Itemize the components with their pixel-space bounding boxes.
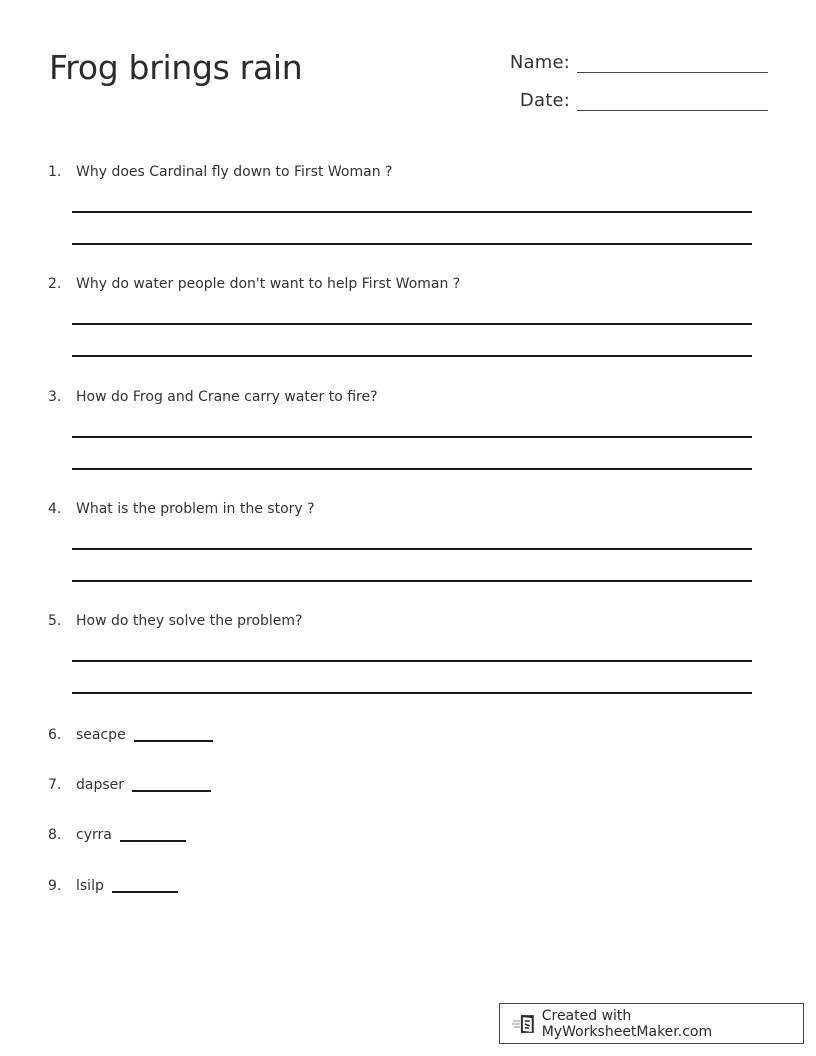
question-number: 2. bbox=[48, 276, 62, 292]
scrambled-word: cyrra bbox=[76, 827, 112, 843]
question-4 bbox=[48, 500, 315, 518]
item-number: 7. bbox=[48, 777, 62, 793]
scramble-item-6 bbox=[48, 726, 213, 744]
question-3 bbox=[48, 388, 378, 406]
item-number: 6. bbox=[48, 727, 62, 743]
scrambled-word: dapser bbox=[76, 777, 125, 793]
answer-blank[interactable] bbox=[132, 790, 211, 792]
answer-blank[interactable] bbox=[134, 740, 213, 742]
answer-blank[interactable] bbox=[120, 840, 186, 842]
scrambled-word: lsilp bbox=[76, 878, 104, 894]
answer-line-4a[interactable] bbox=[72, 548, 752, 550]
worksheet-title: Frog brings rain bbox=[49, 48, 303, 87]
footer-text: Created with MyWorksheetMaker.com bbox=[541, 1007, 713, 1040]
answer-line-4b[interactable] bbox=[72, 580, 752, 582]
question-text: How do they solve the problem? bbox=[76, 613, 303, 629]
answer-line-2b[interactable] bbox=[72, 355, 752, 357]
answer-line-1a[interactable] bbox=[72, 211, 752, 213]
created-with-badge[interactable] bbox=[499, 1003, 804, 1044]
name-label: Name: bbox=[509, 52, 570, 73]
answer-line-3a[interactable] bbox=[72, 436, 752, 438]
answer-line-5a[interactable] bbox=[72, 660, 752, 662]
date-label: Date: bbox=[519, 90, 570, 111]
scramble-item-8 bbox=[48, 826, 186, 844]
answer-blank[interactable] bbox=[112, 891, 178, 893]
question-number: 1. bbox=[48, 164, 62, 180]
item-number: 8. bbox=[48, 827, 62, 843]
question-1 bbox=[48, 163, 392, 181]
date-input-line[interactable] bbox=[577, 110, 768, 111]
question-text: Why do water people don't want to help First Woman ? bbox=[76, 276, 461, 292]
question-number: 4. bbox=[48, 501, 62, 517]
date-field-row bbox=[500, 90, 768, 112]
question-5 bbox=[48, 612, 303, 630]
question-number: 3. bbox=[48, 389, 62, 405]
answer-line-5b[interactable] bbox=[72, 692, 752, 694]
name-input-line[interactable] bbox=[577, 72, 768, 73]
scramble-item-7 bbox=[48, 776, 211, 794]
question-text: What is the problem in the story ? bbox=[76, 501, 315, 517]
scramble-item-9 bbox=[48, 877, 178, 895]
question-2 bbox=[48, 275, 460, 293]
answer-line-3b[interactable] bbox=[72, 468, 752, 470]
name-field-row bbox=[500, 52, 768, 74]
answer-line-2a[interactable] bbox=[72, 323, 752, 325]
question-number: 5. bbox=[48, 613, 62, 629]
question-text: Why does Cardinal fly down to First Woman ? bbox=[76, 164, 393, 180]
answer-line-1b[interactable] bbox=[72, 243, 752, 245]
worksheet-maker-logo-icon bbox=[512, 1013, 536, 1035]
scrambled-word: seacpe bbox=[76, 727, 126, 743]
question-text: How do Frog and Crane carry water to fire? bbox=[76, 389, 378, 405]
item-number: 9. bbox=[48, 878, 62, 894]
